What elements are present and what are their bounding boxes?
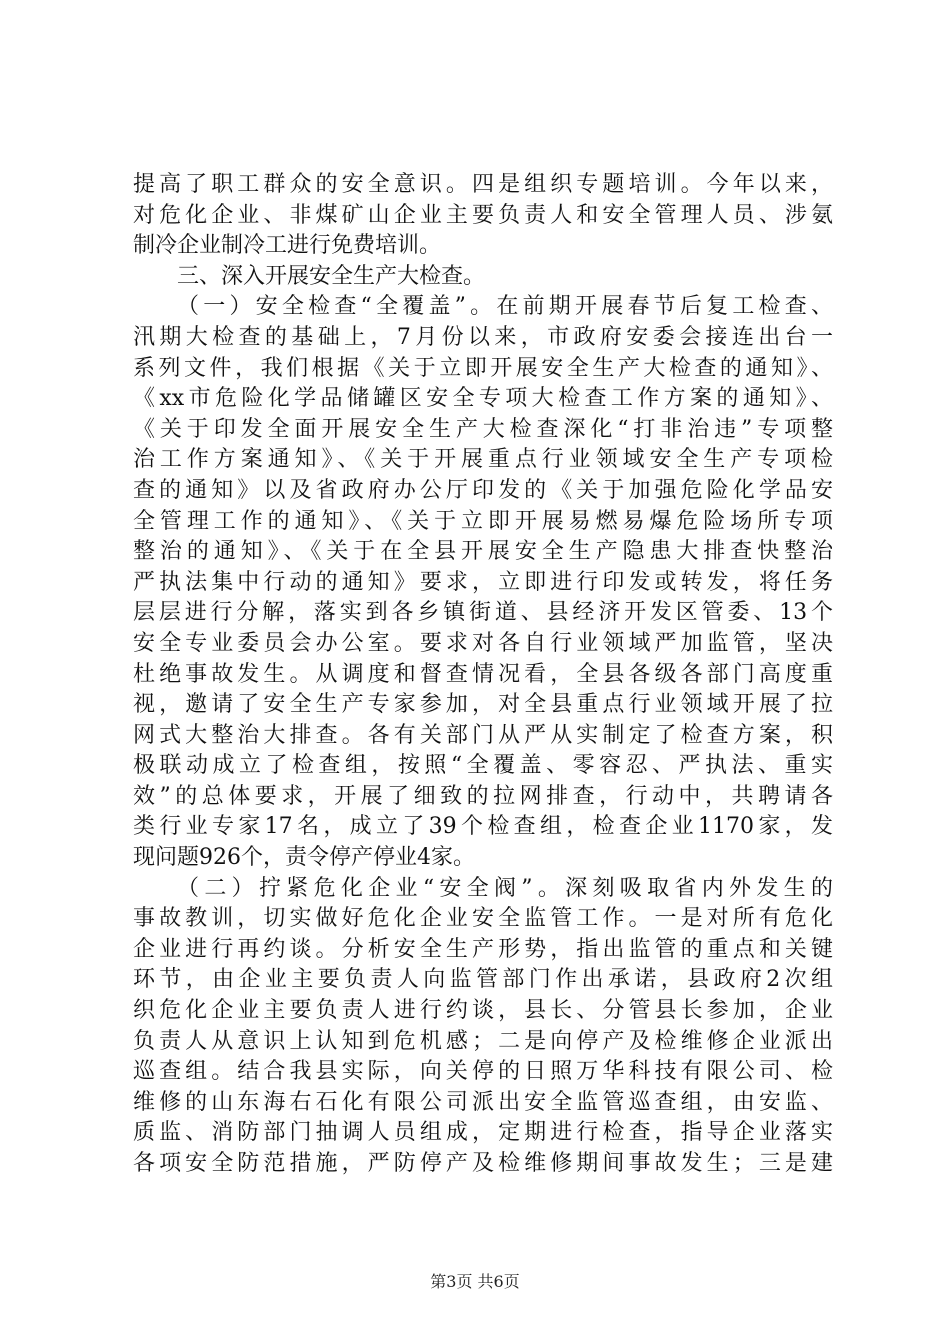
text-line: 系列文件，我们根据《关于立即开展安全生产大检查的通知》、 (133, 355, 833, 381)
text-line: 查的通知》以及省政府办公厅印发的《关于加强危险化学品安 (133, 477, 833, 503)
text-line: 制冷企业制冷工进行免费培训。 (133, 233, 442, 259)
text-line: 负责人从意识上认知到危机感；二是向停产及检维修企业派出 (133, 1028, 833, 1054)
text-line: 现问题926个，责令停产停业4家。 (133, 845, 475, 871)
text-line: 环节，由企业主要负责人向监管部门作出承诺，县政府2次组 (133, 967, 833, 993)
text-line: 极联动成立了检查组，按照“全覆盖、零容忍、严执法、重实 (133, 753, 833, 779)
text-line: 质监、消防部门抽调人员组成，定期进行检查，指导企业落实 (133, 1120, 833, 1146)
text-line: 安全专业委员会办公室。要求对各自行业领域严加监管，坚决 (133, 630, 833, 656)
page-footer (0, 1272, 950, 1292)
section-heading: 三、深入开展安全生产大检查。 (177, 263, 486, 289)
text-line: 视，邀请了安全生产专家参加，对全县重点行业领域开展了拉 (133, 692, 833, 718)
text-line: 对危化企业、非煤矿山企业主要负责人和安全管理人员、涉氨 (133, 202, 833, 228)
text-line: 网式大整治大排查。各有关部门从严从实制定了检查方案，积 (133, 722, 833, 748)
text-line: 巡查组。结合我县实际，向关停的日照万华科技有限公司、检 (133, 1059, 833, 1085)
document-body (133, 170, 833, 1180)
page-number: 第3页 共6页 (430, 1272, 520, 1291)
text-line: 整治的通知》、《关于在全县开展安全生产隐患大排查快整治 (133, 539, 833, 565)
text-line: 《xx市危险化学品储罐区安全专项大检查工作方案的通知》、 (133, 386, 833, 412)
text-line: 杜绝事故发生。从调度和督查情况看，全县各级各部门高度重 (133, 661, 833, 687)
text-line: 类行业专家17名，成立了39个检查组，检查企业1170家，发 (133, 814, 833, 840)
text-line: 效”的总体要求，开展了细致的拉网排查，行动中，共聘请各 (133, 783, 833, 809)
text-line: 提高了职工群众的安全意识。四是组织专题培训。今年以来， (133, 172, 833, 197)
text-line: 全管理工作的通知》、《关于立即开展易燃易爆危险场所专项 (133, 508, 833, 534)
text-line: 事故教训，切实做好危化企业安全监管工作。一是对所有危化 (133, 906, 833, 932)
text-line: 严执法集中行动的通知》要求，立即进行印发或转发，将任务 (133, 569, 833, 595)
text-line: 织危化企业主要负责人进行约谈，县长、分管县长参加，企业 (133, 998, 833, 1024)
text-line: 汛期大检查的基础上，7月份以来，市政府安委会接连出台一 (133, 324, 833, 350)
subsection-start-line: （二）拧紧危化企业“安全阀”。深刻吸取省内外发生的 (177, 875, 833, 901)
text-line: 治工作方案通知》、《关于开展重点行业领域安全生产专项检 (133, 447, 833, 473)
subsection-start-line: （一）安全检查“全覆盖”。在前期开展春节后复工检查、 (177, 294, 833, 320)
text-line: 层层进行分解，落实到各乡镇街道、县经济开发区管委、13个 (133, 600, 833, 626)
text-line: 各项安全防范措施，严防停产及检维修期间事故发生；三是建 (133, 1151, 833, 1176)
text-line: 企业进行再约谈。分析安全生产形势，指出监管的重点和关键 (133, 936, 833, 962)
text-line: 维修的山东海右石化有限公司派出安全监管巡查组，由安监、 (133, 1089, 833, 1115)
text-line: 《关于印发全面开展安全生产大检查深化“打非治违”专项整 (133, 416, 833, 442)
